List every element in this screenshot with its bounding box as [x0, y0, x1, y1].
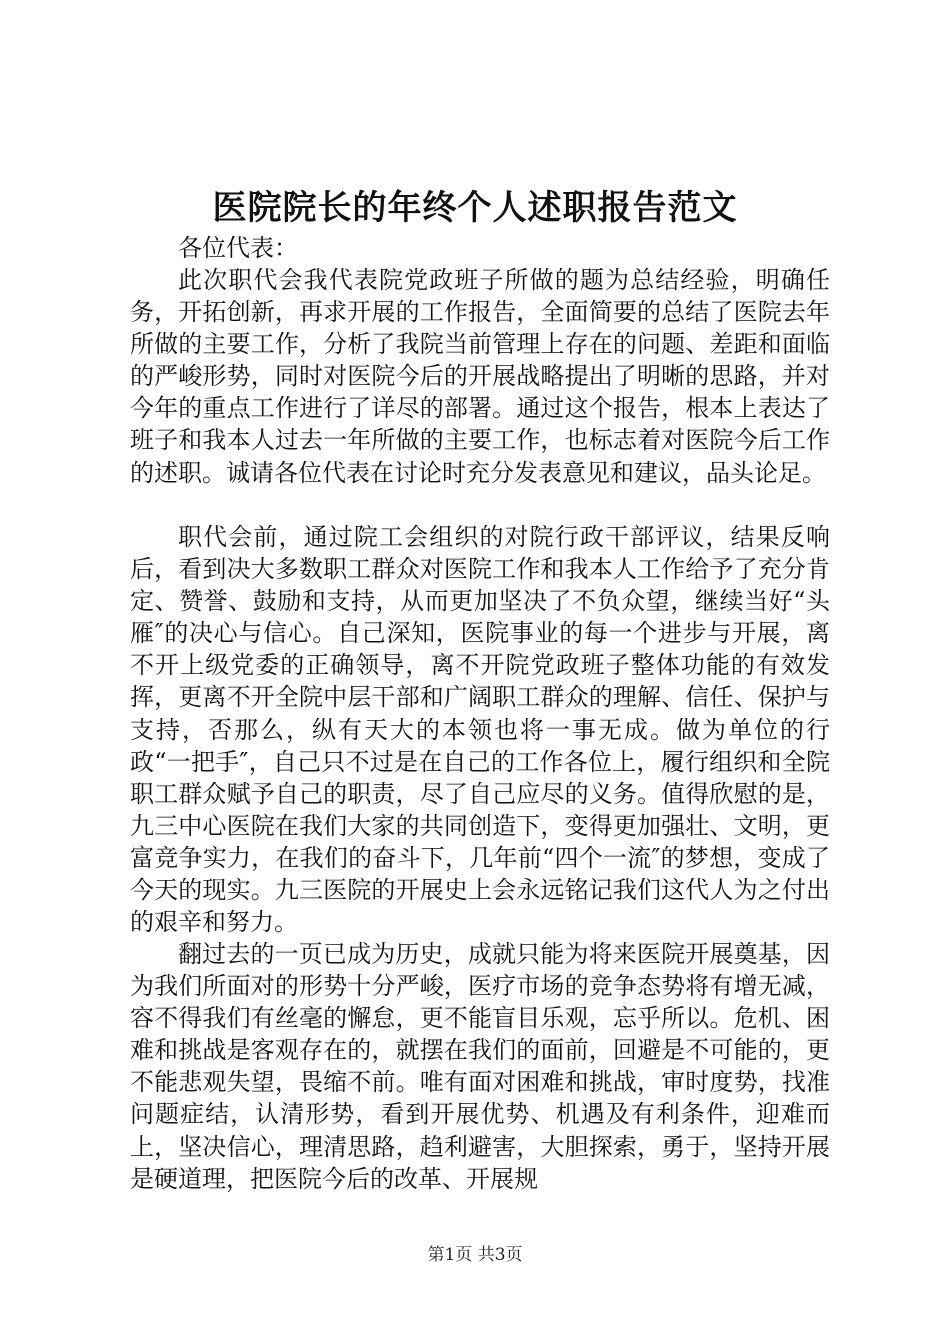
salutation: 各位代表：: [178, 234, 298, 262]
document-title: 医院院长的年终个人述职报告范文: [212, 188, 738, 228]
paragraph-1: 此次职代会我代表院党政班子所做的题为总结经验，明确任务，开拓创新，再求开展的工作报告，全面简要的总结了医院去年所做的主要工作，分析了我院当前管理上存在的问题、差距和面临的严峻形势，同时对医院今后的开展战略提出了明晰的思路，并对今年的重点工作进行了详尽的部署。通过这个报告，根本上表达了班子和我本人过去一年所做的主要工作，也标志着对医院今后工作的述职。诚请各位代表在讨论时充分发表意见和建议，品头论足。: [130, 266, 830, 487]
paragraph-3: 翻过去的一页已成为历史，成就只能为将来医院开展奠基，因为我们所面对的形势十分严峻，医疗市场的竞争态势将有增无减，容不得我们有丝毫的懈怠，更不能盲目乐观，忘乎所以。危机、困难和挑战是客观存在的，就摆在我们的面前，回避是不可能的，更不能悲观失望，畏缩不前。唯有面对困难和挑战，审时度势，找准问题症结，认清形势，看到开展优势、机遇及有利条件，迎难而上，坚决信心，理清思路，趋利避害，大胆探索，勇于，坚持开展是硬道理，把医院今后的改革、开展规: [130, 940, 830, 1193]
paragraph-2: 职代会前，通过院工会组织的对院行政干部评议，结果反响后，看到决大多数职工群众对医院工作和我本人工作给予了充分肯定、赞誉、鼓励和支持，从而更加坚决了不负众望，继续当好“头雁″的决心与信心。自己深知，医院事业的每一个进步与开展，离不开上级党委的正确领导，离不开院党政班子整体功能的有效发挥，更离不开全院中层干部和广阔职工群众的理解、信任、保护与支持，否那么，纵有天大的本领也将一事无成。做为单位的行政“一把手″，自己只不过是在自己的工作各位上，履行组织和全院职工群众赋予自己的职责，尽了自己应尽的义务。值得欣慰的是，九三中心医院在我们大家的共同创造下，变得更加强壮、文明，更富竞争实力，在我们的奋斗下，几年前“四个一流″的梦想，变成了今天的现实。九三医院的开展史上会永远铭记我们这代人为之付出的艰辛和努力。: [130, 523, 830, 937]
page-footer: 第1页 共3页: [427, 1245, 523, 1265]
